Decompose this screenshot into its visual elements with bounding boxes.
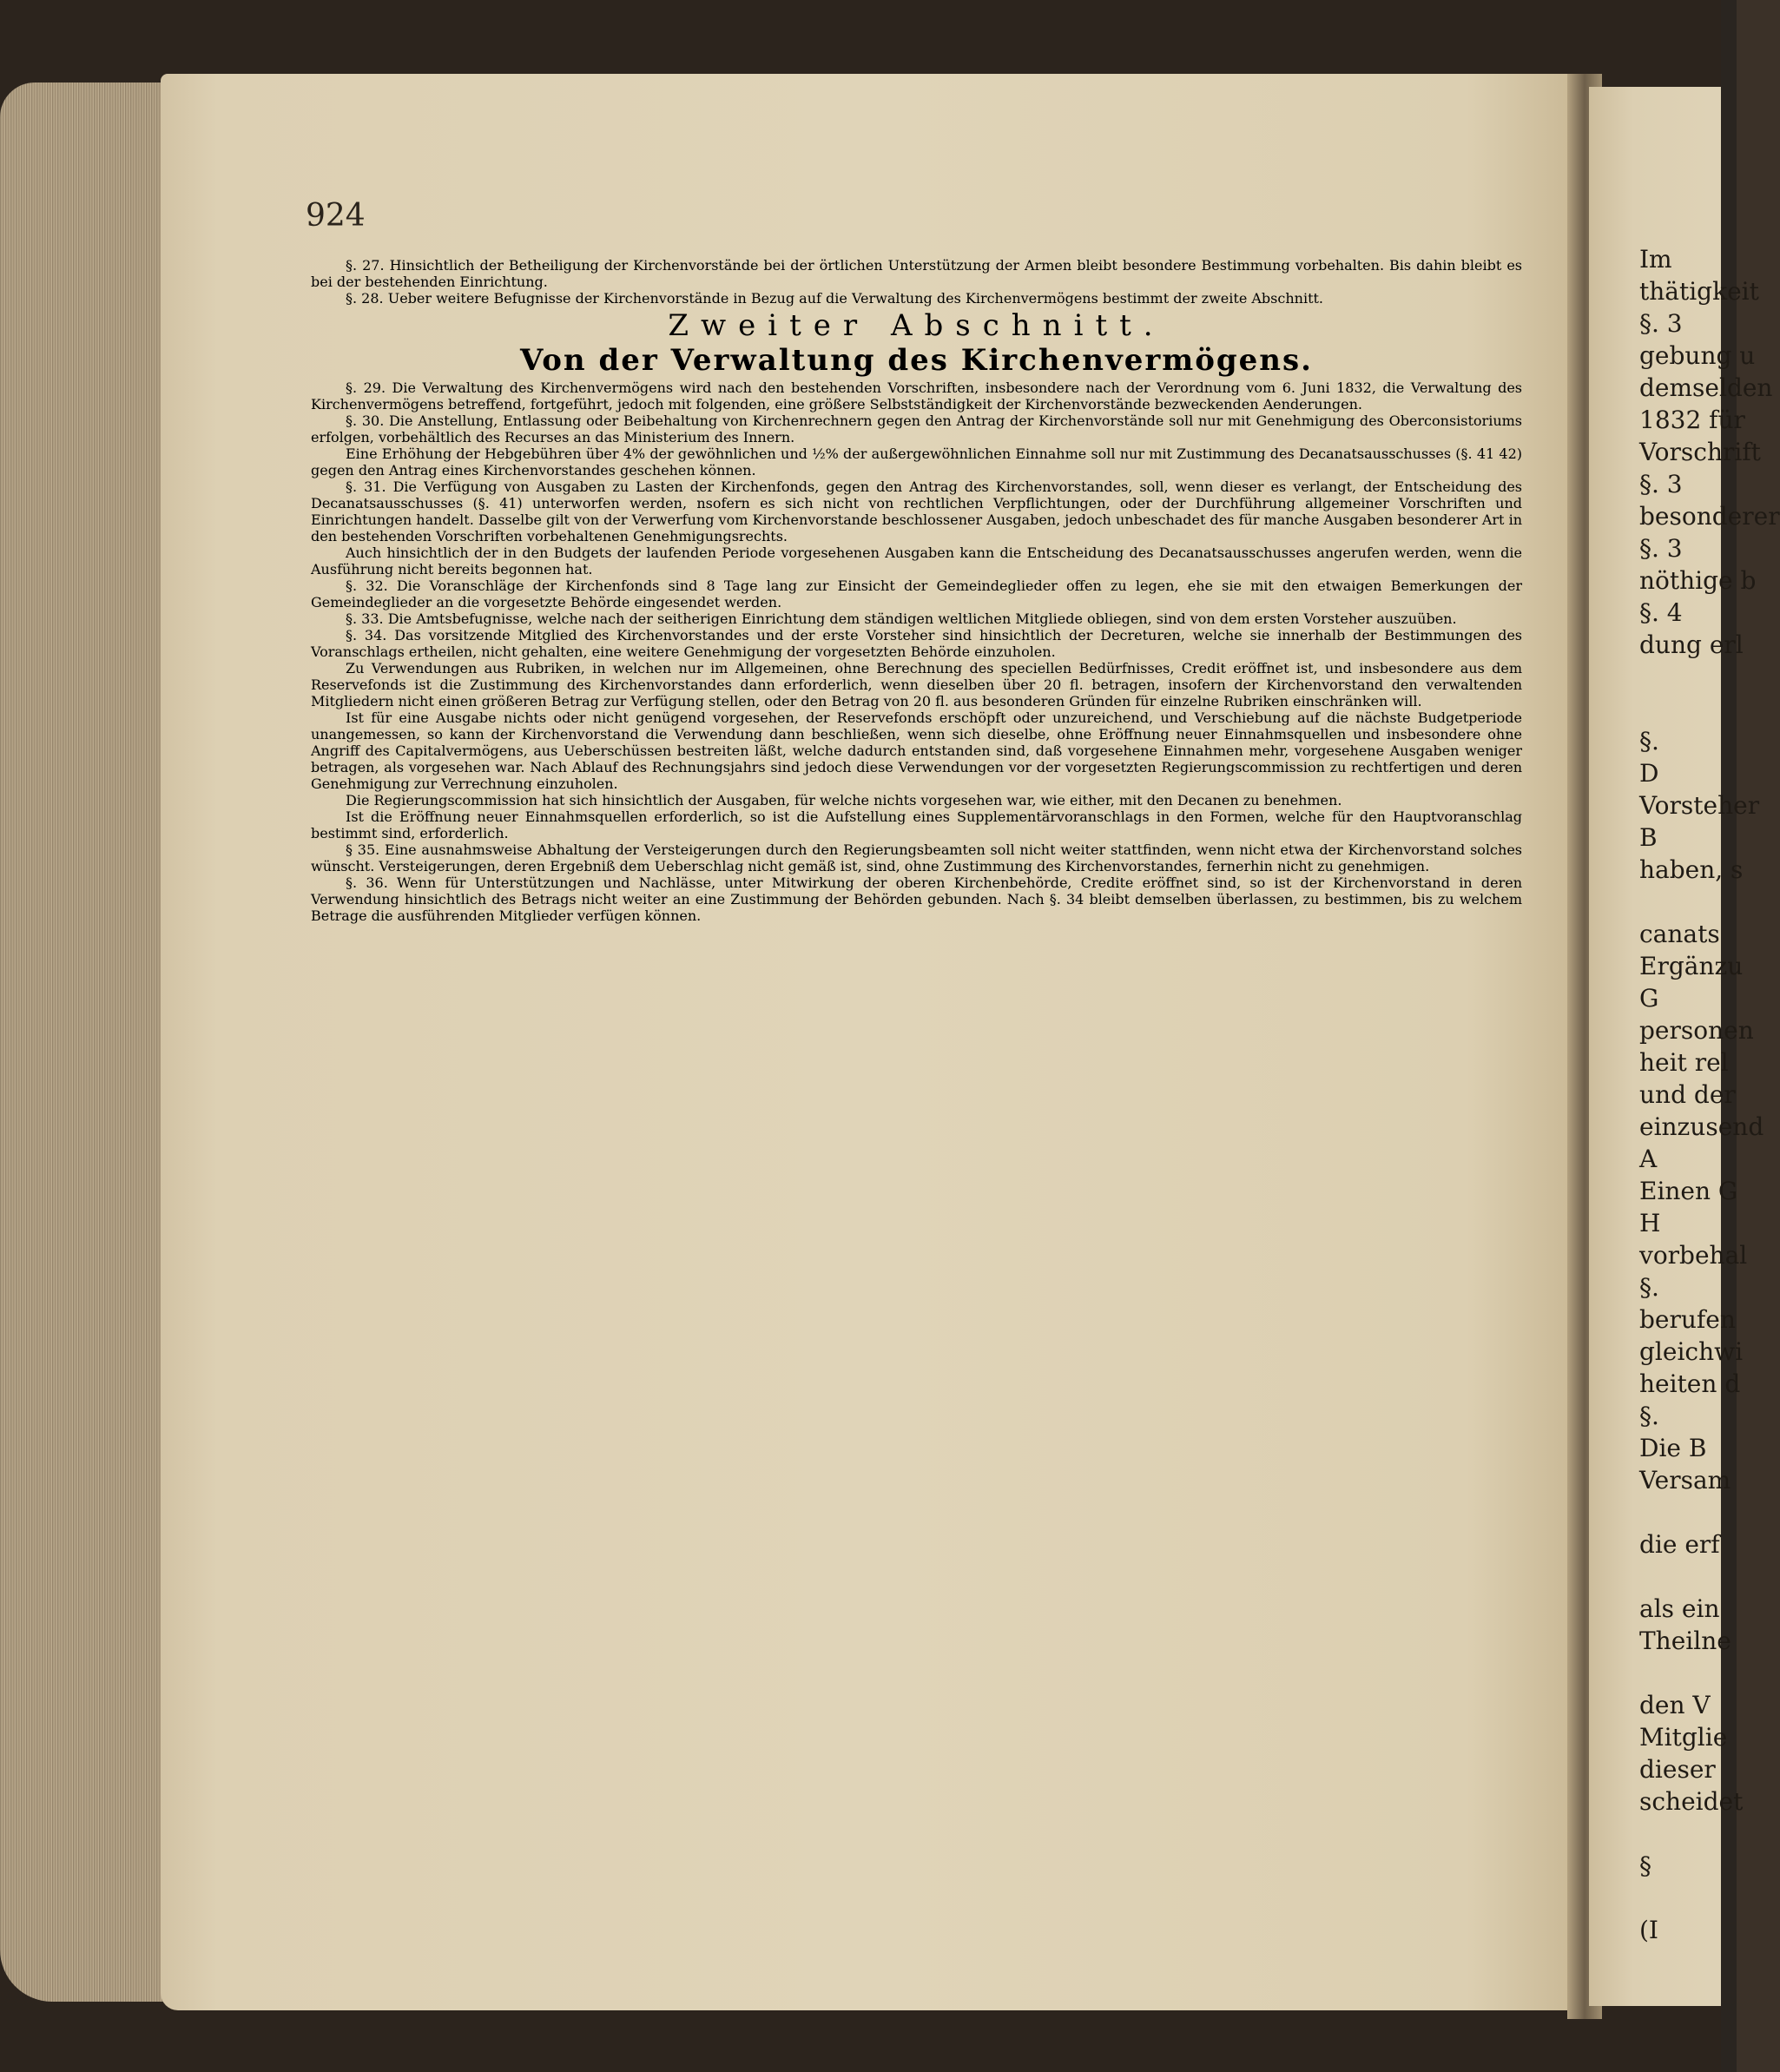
- facing-page-line: und der: [1639, 1080, 1736, 1109]
- facing-page-line: [1639, 1818, 1735, 1850]
- facing-page-line: [1639, 1496, 1735, 1528]
- paragraph: §. 30. Die Anstellung, Entlassung oder Beibehaltung von Kirchenrechnern gegen den Antrag der Kirchenvorstände soll nur mit Genehmigung des Oberconsistoriums erfolgen, vorbehältlich des Recurses an das Ministerium des Innern.: [311, 412, 1522, 445]
- paragraph: §. 36. Wenn für Unterstützungen und Nachlässe, unter Mitwirkung der oberen Kirchenbehörde, Credite eröffnet sind, so ist der Kirchenvorstand in deren Verwendung hinsichtlich des Betrags nicht weiter an eine Zustimmung der Behörden gebunden. Nach §. 34 bleibt demselben überlassen, zu bestimmen, bis zu welchem Betrage die ausführenden Mitglieder verfügen können.: [311, 874, 1522, 924]
- facing-page-line: §. 3: [1639, 470, 1683, 498]
- facing-page-line: dung erl: [1639, 630, 1744, 659]
- facing-page-line: Ergänzu: [1639, 952, 1744, 980]
- facing-page-line: 1832 für: [1639, 406, 1745, 434]
- facing-page-line: [1639, 693, 1735, 725]
- facing-page-line: §.: [1639, 1402, 1659, 1430]
- facing-page-line: Vorsteher: [1639, 791, 1760, 820]
- paragraph: Eine Erhöhung der Hebgebühren über 4% der gewöhnlichen und ½% der außergewöhnlichen Einnahme soll nur mit Zustimmung des Decanatsausschusses (§. 41 42) gegen den Antrag eines Kirchenvorstandes geschehen können.: [311, 445, 1522, 478]
- facing-page-line: Im: [1639, 245, 1672, 274]
- facing-page-line: haben, s: [1639, 855, 1744, 884]
- facing-page-line: personen: [1639, 1016, 1754, 1045]
- section-title: Von der Verwaltung des Kirchenvermögens.: [519, 343, 1314, 378]
- paragraph: Die Regierungscommission hat sich hinsichtlich der Ausgaben, für welche nichts vorgesehen war, wie either, mit den Decanen zu benehmen.: [346, 792, 1342, 808]
- paragraph: §. 29. Die Verwaltung des Kirchenvermögens wird nach den bestehenden Vorschriften, insbesondere nach der Verordnung vom 6. Juni 1832, die Verwaltung des Kirchenvermögens betreffend, fortgeführt, jedoch mit folgenden, eine größere Selbstständigkeit der Kirchenvorstände bezweckenden Aenderungen.: [311, 379, 1522, 412]
- facing-page-line: Versam: [1639, 1466, 1731, 1495]
- facing-page-line: §.: [1639, 1273, 1659, 1302]
- facing-page-line: als ein: [1639, 1594, 1720, 1623]
- facing-page-line: heiten d: [1639, 1369, 1741, 1398]
- page-body: [311, 257, 1522, 924]
- facing-page-line: canats: [1639, 920, 1720, 948]
- paragraph: Zu Verwendungen aus Rubriken, in welchen nur im Allgemeinen, ohne Berechnung des speciellen Bedürfnisses, Credit eröffnet ist, und insbesondere aus dem Reservefonds ist die Zustimmung des Kirchenvorstandes dann erforderlich, wenn dieselben über 20 fl. betragen, insofern der Kirchenvorstand den verwaltenden Mitgliedern nicht einen größeren Betrag zur Verfügung stellen, oder den Betrag von 20 fl. aus besonderen Gründen für einzelne Rubriken einschränken will.: [311, 660, 1522, 709]
- facing-page-line: (I: [1639, 1916, 1658, 1944]
- facing-page-line: heit rel: [1639, 1048, 1729, 1077]
- page-number: 924: [306, 198, 366, 234]
- paragraph: §. 34. Das vorsitzende Mitglied des Kirchenvorstandes und der erste Vorsteher sind hinsichtlich der Decreturen, welche sie innerhalb der Bestimmungen des Voranschlags ertheilen, nicht gehalten, eine weitere Genehmigung der vorgesetzten Behörde einzuholen.: [311, 627, 1522, 660]
- facing-page-line: [1639, 661, 1735, 693]
- facing-page-line: Vorschrift: [1639, 438, 1761, 466]
- paragraph: §. 33. Die Amtsbefugnisse, welche nach der seitherigen Einrichtung dem ständigen weltlichen Mitgliede obliegen, sind von dem ersten Vorsteher auszuüben.: [346, 610, 1457, 627]
- facing-page-text: [1639, 243, 1780, 1946]
- facing-page-line: vorbehal: [1639, 1241, 1748, 1270]
- facing-page-line: §. 3: [1639, 309, 1683, 338]
- paragraph: Ist für eine Ausgabe nichts oder nicht genügend vorgesehen, der Reservefonds erschöpft oder unzureichend, und Verschiebung auf die nächste Budgetperiode unangemessen, so kann der Kirchenvorstand die Verwendung dann beschließen, wenn sich dieselbe, ohne Eröffnung neuer Einnahmsquellen und insbesondere ohne Angriff des Capitalvermögens, aus Ueberschüssen bestreiten läßt, welche dadurch entstanden sind, daß vorgesehene Einnahmen mehr, vorgesehene Ausgaben weniger betragen, als vorgesehen war. Nach Ablauf des Rechnungsjahrs sind jedoch diese Verwendungen vor der vorgesetzten Regierungscommission zu rechtfertigen und deren Genehmigung zur Verrechnung einzuholen.: [311, 709, 1522, 792]
- facing-page-line: besonderer: [1639, 502, 1780, 531]
- facing-page-line: [1639, 1657, 1735, 1689]
- paragraph: §. 32. Die Voranschläge der Kirchenfonds sind 8 Tage lang zur Einsicht der Gemeindeglieder offen zu legen, ehe sie mit den etwaigen Bemerkungen der Gemeindeglieder an die vorgesetzte Behörde eingesendet werden.: [311, 577, 1522, 610]
- facing-page-line: dieser: [1639, 1755, 1716, 1784]
- facing-page-line: A: [1639, 1145, 1658, 1173]
- facing-page-line: D: [1639, 759, 1659, 788]
- facing-page-line: G: [1639, 984, 1659, 1013]
- facing-page-line: einzusend: [1639, 1112, 1764, 1141]
- facing-page-line: §: [1639, 1851, 1651, 1880]
- facing-page-line: B: [1639, 823, 1658, 852]
- facing-page-line: die erf: [1639, 1530, 1720, 1559]
- facing-page-line: Mitglie: [1639, 1723, 1728, 1752]
- section-heading: Zweiter Abschnitt.: [668, 308, 1165, 343]
- facing-page-line: [1639, 1882, 1735, 1914]
- facing-page-line: Die B: [1639, 1434, 1707, 1462]
- paragraph-28: §. 28. Ueber weitere Befugnisse der Kirchenvorstände in Bezug auf die Verwaltung des Kirchenvermögens bestimmt der zweite Abschnitt.: [346, 290, 1324, 307]
- facing-page-line: §. 4: [1639, 598, 1683, 627]
- facing-page-line: den V: [1639, 1691, 1711, 1719]
- facing-page-line: Einen G: [1639, 1177, 1738, 1205]
- facing-page-line: §. 3: [1639, 534, 1683, 563]
- facing-page-line: nöthige b: [1639, 566, 1757, 595]
- facing-page-line: §.: [1639, 727, 1659, 756]
- facing-page-line: [1639, 886, 1735, 918]
- facing-page-line: [1639, 1561, 1735, 1593]
- facing-page-line: thätigkeit: [1639, 277, 1759, 306]
- paragraph: Auch hinsichtlich der in den Budgets der laufenden Periode vorgesehenen Ausgaben kann die Entscheidung des Decanatsausschusses angerufen werden, wenn die Ausführung nicht bereits begonnen hat.: [311, 544, 1522, 577]
- facing-page-line: gleichwi: [1639, 1337, 1744, 1366]
- paragraph: §. 31. Die Verfügung von Ausgaben zu Lasten der Kirchenfonds, gegen den Antrag des Kirchenvorstandes, soll, wenn dieser es verlangt, der Entscheidung des Decanatsausschusses (§. 41) unterworfen werden, nsofern es sich nicht von rechtlichen Verpflichtungen, oder der Durchführung allgemeiner Vorschriften und Einrichtungen handelt. Dasselbe gilt von der Verwerfung vom Kirchenvorstande beschlossener Ausgaben, jedoch unbeschadet des für manche Ausgaben besonderer Art in den bestehenden Vorschriften vorbehaltenen Genehmigungsrechts.: [311, 478, 1522, 544]
- facing-page-line: scheidet: [1639, 1787, 1744, 1816]
- facing-page-line: demselden: [1639, 373, 1773, 402]
- book-page-edges: [0, 82, 165, 2002]
- facing-page-line: H: [1639, 1209, 1661, 1237]
- paragraph-27: §. 27. Hinsichtlich der Betheiligung der Kirchenvorstände bei der örtlichen Unterstützung der Armen bleibt besondere Bestimmung vorbehalten. Bis dahin bleibt es bei der bestehenden Einrichtung.: [311, 257, 1522, 290]
- facing-page-line: berufen: [1639, 1305, 1736, 1334]
- paragraph: Ist die Eröffnung neuer Einnahmsquellen erforderlich, so ist die Aufstellung eines Supplementärvoranschlags in den Formen, welche für den Hauptvoranschlag bestimmt sind, erforderlich.: [311, 808, 1522, 841]
- facing-page-line: Theilne: [1639, 1627, 1731, 1655]
- facing-page-line: gebung u: [1639, 341, 1756, 370]
- paragraph: § 35. Eine ausnahmsweise Abhaltung der Versteigerungen durch den Regierungsbeamten soll nicht weiter stattfinden, wenn nicht etwa der Kirchenvorstand solches wünscht. Versteigerungen, deren Ergebniß dem Ueberschlag nicht gemäß ist, sind, ohne Zustimmung des Kirchenvorstandes, fernerhin nicht zu genehmigen.: [311, 841, 1522, 874]
